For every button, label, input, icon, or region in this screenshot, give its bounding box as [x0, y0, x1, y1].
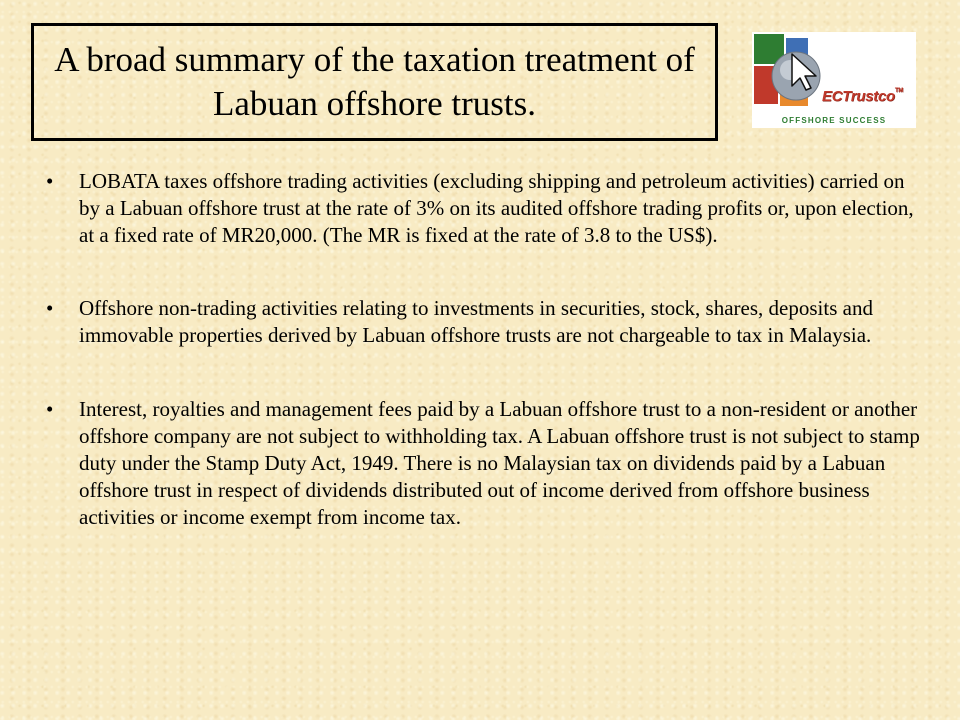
logo-brand-text: ECTrustco™ [822, 88, 903, 105]
bullet-item-trading [46, 168, 926, 249]
bullet-item-non-trading [46, 295, 926, 349]
ectrustco-logo [752, 32, 916, 128]
bullet-item-withholding [46, 396, 926, 531]
bullet-list [46, 168, 926, 577]
slide-title: A broad summary of the taxation treatment of Labuan offshore trusts. [54, 40, 695, 123]
bullet-text: LOBATA taxes offshore trading activities (excluding shipping and petroleum activities) carried on by a Labuan offshore trust at the rate of 3% on its audited offshore trading profits or, upon election, at a fixed rate of MR20,000. (The MR is fixed at the rate of 3.8 to the US$). [79, 169, 914, 247]
logo-tagline: OFFSHORE SUCCESS [752, 114, 916, 128]
title-box [31, 23, 718, 141]
bullet-marker: • [46, 397, 54, 421]
bullet-text: Interest, royalties and management fees paid by a Labuan offshore trust to a non-resident or another offshore company are not subject to withholding tax. A Labuan offshore trust is not subject to stamp duty under the Stamp Duty Act, 1949. There is no Malaysian tax on dividends paid by a Labuan offshore trust in respect of dividends distributed out of income derived from offshore business activities or income exempt from income tax. [79, 397, 920, 529]
bullet-text: Offshore non-trading activities relating to investments in securities, stock, shares, deposits and immovable properties derived by Labuan offshore trusts are not chargeable to tax in Malaysia. [79, 296, 873, 347]
bullet-marker: • [46, 169, 54, 193]
bullet-marker: • [46, 296, 54, 320]
